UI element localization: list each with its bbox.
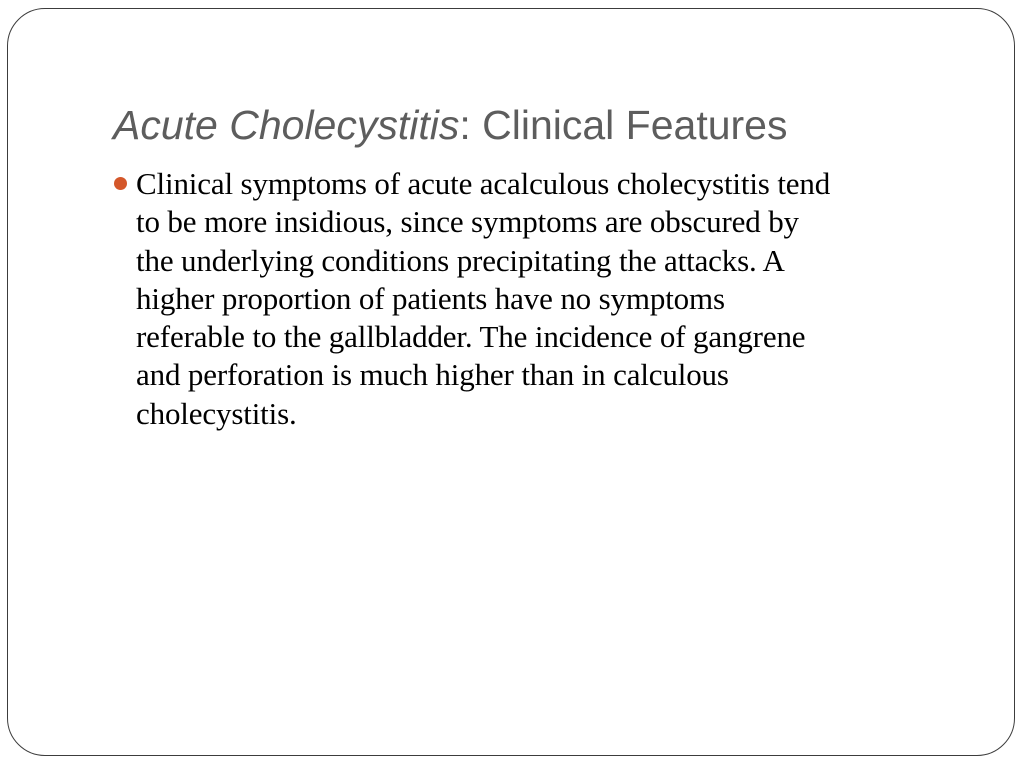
bullet-text bbox=[136, 165, 963, 433]
bullet-line: to be more insidious, since symptoms are obscured by bbox=[136, 204, 799, 240]
bullet-line: higher proportion of patients have no symptoms bbox=[136, 280, 725, 316]
bullet-list bbox=[113, 165, 963, 433]
bullet-line: the underlying conditions precipitating the attacks. A bbox=[136, 242, 785, 278]
bullet-line: and perforation is much higher than in calculous bbox=[136, 357, 729, 393]
bullet-line: Clinical symptoms of acute acalculous cholecystitis tend bbox=[136, 166, 831, 201]
bullet-line: cholecystitis. bbox=[136, 395, 297, 431]
bullet-line: referable to the gallbladder. The incidence of gangrene bbox=[136, 319, 806, 355]
bullet-point-icon bbox=[114, 177, 127, 190]
slide-title-italic: Acute Cholecystitis bbox=[113, 102, 460, 148]
slide-title bbox=[113, 99, 973, 151]
slide-title-rest: : Clinical Features bbox=[459, 102, 788, 148]
list-item bbox=[113, 165, 963, 433]
